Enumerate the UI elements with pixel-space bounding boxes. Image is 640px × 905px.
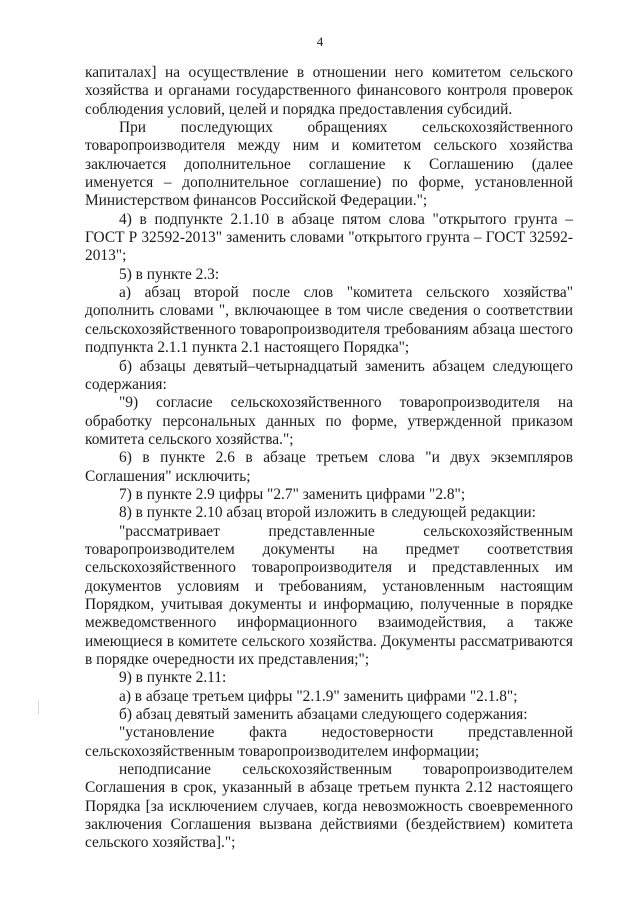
item-4: 4) в подпункте 2.1.10 в абзаце пятом слова "открытого грунта – ГОСТ Р 32592-2013" заменить словами "открытого грунта – ГОСТ 32592-2013";	[85, 210, 573, 265]
item-5: 5) в пункте 2.3:	[119, 265, 220, 283]
document-body	[85, 64, 573, 853]
quoted-item-9: "9) согласие сельскохозяйственного товаропроизводителя на обработку персональных данных по форме, утвержденной приказом комитета сельского хозяйства.";	[85, 394, 573, 448]
item-5a: а) абзац второй после слов "комитета сельского хозяйства" дополнить словами ", включающее в том числе сведения о соответствии сельскохозяйственного товаропроизводителя требованиям абзаца шестого подпункта 2.1.1 пункта 2.1 настоящего Порядка";	[85, 284, 573, 357]
item-9a: а) в абзаце третьем цифры "2.1.9" заменить цифрами "2.1.8";	[119, 687, 518, 705]
scan-margin-mark	[38, 700, 39, 714]
item-9: 9) в пункте 2.11:	[119, 669, 227, 687]
item-9b: б) абзац девятый заменить абзацами следующего содержания:	[119, 706, 528, 724]
item-7: 7) в пункте 2.9 цифры "2.7" заменить цифрами "2.8";	[119, 485, 466, 503]
item-5b: б) абзацы девятый–четырнадцатый заменить абзацем следующего содержания:	[85, 357, 573, 393]
quoted-fact-paragraph: "установление факта недостоверности представленной сельскохозяйственным товаропроизводителем информации;	[85, 724, 573, 760]
quoted-nonsigning-paragraph: неподписание сельскохозяйственным товаропроизводителем Соглашения в срок, указанный в абзаце третьем пункта 2.12 настоящего Порядка [за исключением случаев, когда невозможность своевременного заключения Соглашения вызвана действиями (бездействием) комитета сельского хозяйства].";	[85, 761, 573, 852]
page-number: 4	[316, 34, 324, 49]
quoted-review-paragraph: "рассматривает представленные сельскохозяйственным товаропроизводителем документы на предмет соответствия сельскохозяйственного товаропроизводителя и представленных им документов условиям и требованиям, установленным настоящим Порядком, учитывая документы и информацию, полученные в порядке межведомственного информационного взаимодействия, а также имеющиеся в комитете сельского хозяйства. Документы рассматриваются в порядке очередности их представления;";	[85, 522, 573, 668]
paragraph-2: При последующих обращениях сельскохозяйственного товаропроизводителя между ним и комитетом сельского хозяйства заключается дополнительное соглашение к Соглашению (далее именуется – дополнительное соглашение) по форме, установленной Министерством финансов Российской Федерации.";	[85, 119, 573, 210]
item-8: 8) в пункте 2.10 абзац второй изложить в следующей редакции:	[119, 504, 536, 522]
paragraph-1: капиталах] на осуществление в отношении него комитетом сельского хозяйства и органами государственного финансового контроля проверок соблюдения условий, целей и порядка предоставления субсидий.	[85, 64, 573, 118]
item-6: 6) в пункте 2.6 в абзаце третьем слова "и двух экземпляров Соглашения" исключить;	[85, 449, 573, 485]
